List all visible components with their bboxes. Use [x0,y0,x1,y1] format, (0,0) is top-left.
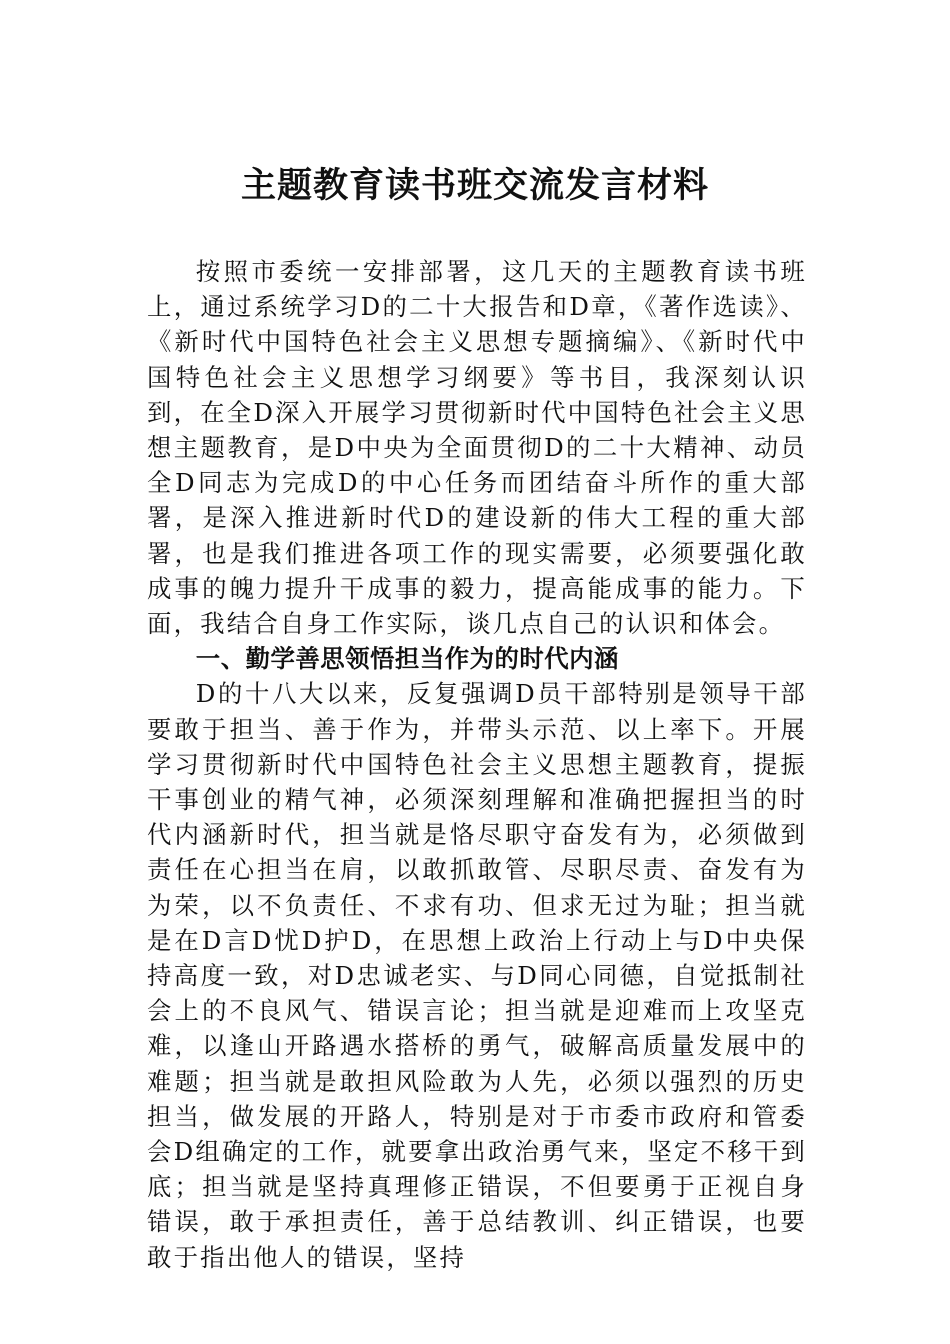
section-heading: 一、勤学善思领悟担当作为的时代内涵 [195,644,619,674]
document-title: 主题教育读书班交流发言材料 [240,165,709,206]
section-paragraph: D的十八大以来，反复强调D员干部特别是领导干部要敢于担当、善于作为，并带头示范、以上率下。开展学习贯彻新时代中国特色社会主义思想主题教育，提振干事创业的精气神，必须深刻理解和准确把握担当的时代内涵新时代，担当就是恪尽职守奋发有为，必须做到责任在心担当在肩，以敢抓敢管、尽职尽责、奋发有为为荣，以不负责任、不求有功、但求无过为耻；担当就是在D言D忧D护D，在思想上政治上行动上与D中央保持高度一致，对D忠诚老实、与D同心同德，自觉抵制社会上的不良风气、错误言论；担当就是迎难而上攻坚克难，以逢山开路遇水搭桥的勇气，破解高质量发展中的难题；担当就是敢担风险敢为人先，必须以强烈的历史担当，做发展的开路人，特别是对于市委市政府和管委会D组确定的工作，就要拿出政治勇气来，坚定不移干到底；担当就是坚持真理修正错误，不但要勇于正视自身错误，敢于承担责任，善于总结教训、纠正错误，也要敢于指出他人的错误，坚持 [147,679,807,1272]
intro-paragraph: 按照市委统一安排部署，这几天的主题教育读书班上，通过系统学习D的二十大报告和D章，《著作选读》、《新时代中国特色社会主义思想专题摘编》、《新时代中国特色社会主义思想学习纲要》等书目，我深刻认识到，在全D深入开展学习贯彻新时代中国特色社会主义思想主题教育，是D中央为全面贯彻D的二十大精神、动员全D同志为完成D的中心任务而团结奋斗所作的重大部署，是深入推进新时代D的建设新的伟大工程的重大部署，也是我们推进各项工作的现实需要，必须要强化敢成事的魄力提升干成事的毅力，提高能成事的能力。下面，我结合自身工作实际，谈几点自己的认识和体会。 [147,257,807,639]
document-body [147,254,807,1275]
